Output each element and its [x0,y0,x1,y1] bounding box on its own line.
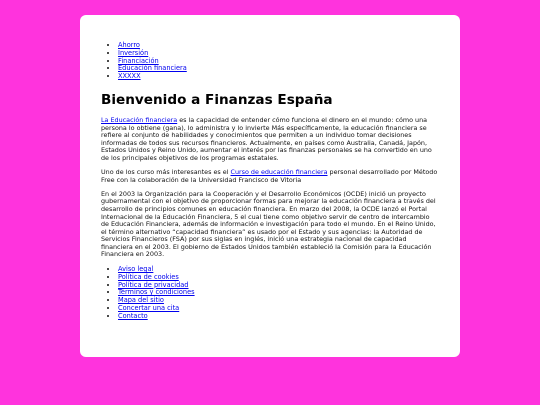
footer-link-aviso-legal[interactable]: Aviso legal [118,265,154,274]
footer-nav [101,266,438,321]
content-card [80,15,460,357]
top-nav-item-xxxxx [118,73,438,81]
top-nav-item-ahorro [118,42,438,50]
footer-link-politica-cookies[interactable]: Política de cookies [118,272,179,281]
footer-link-terminos-condiciones[interactable]: Términos y condiciones [118,288,195,297]
top-nav [101,42,438,81]
footer-link-contacto[interactable]: Contacto [118,311,148,320]
educacion-financiera-link[interactable]: La Educación financiera [101,115,178,124]
intro-paragraph-text: es la capacidad de entender cómo funciona el dinero en el mundo: cómo una persona lo obtiene (gana), lo administra y lo invierte Más específicamente, la educación financiera se refiere al conjunto de habilidades y conocimientos que permiten a un individuo tomar decisiones informadas de todos sus recursos financieros. Actualmente, en países como Australia, Canadá, Japón, Estados Unidos y Reino Unido, aumentar el interés por las finanzas personales se ha convertido en uno de los principales objetivos de los programas estatales. [101,115,432,162]
footer-nav-item-cita [118,305,438,313]
footer-nav-item-terminos [118,289,438,297]
intro-paragraph [101,117,438,163]
top-nav-link-financiacion[interactable]: Financiación [118,56,159,65]
top-nav-link-ahorro[interactable]: Ahorro [118,41,140,49]
page-title: Bienvenido a Finanzas España [101,91,333,108]
top-nav-link-inversion[interactable]: Inversión [118,48,149,57]
footer-link-concertar-cita[interactable]: Concertar una cita [118,304,180,313]
top-nav-item-educacion-financiera [118,65,438,73]
footer-link-politica-privacidad[interactable]: Política de privacidad [118,280,189,289]
curso-educacion-financiera-link[interactable]: Curso de educación financiera [230,168,328,177]
footer-link-mapa-sitio[interactable]: Mapa del sitio [118,296,164,305]
course-paragraph-before: Uno de los curso más interesantes es el [101,168,231,177]
top-nav-link-xxxxx[interactable]: XXXXX [118,72,141,81]
course-paragraph-after: personal desarrollado por Método Free con la colaboración de la Universidad Francisco de Vitoria [101,168,438,184]
top-nav-link-educacion-financiera[interactable]: Educación financiera [118,64,187,73]
course-paragraph [101,169,438,184]
footer-nav-item-contacto [118,313,438,321]
ocde-paragraph: En el 2003 la Organización para la Cooperación y el Desarrollo Económicos (OCDE) inició un proyecto gubernamental con el objetivo de proporcionar formas para mejorar la educación financiera a través del desarrollo de principios comunes en educación financiera. En marzo del 2008, la OCDE lanzó el Portal Internacional de la Educación Financiera, 5 el cual tiene como objetivo servir de centro de intercambio de Educación Financiera, además de información e investigación para todo el mundo. En el Reino Unido, el término alternativo “capacidad financiera” es usado por el Estado y sus agencias: la Autoridad de Servicios Financieros (FSA) por sus siglas en inglés, inició una estrategia nacional de capacidad financiera en el 2003. El gobierno de Estados Unidos también estableció la Comisión para la Educación Financiera en 2003. [101,189,436,259]
top-nav-item-inversion [118,50,438,58]
